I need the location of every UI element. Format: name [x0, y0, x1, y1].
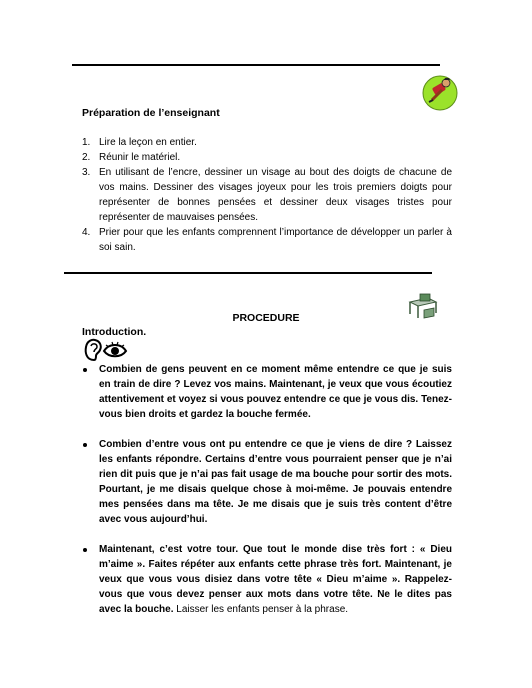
teacher-icon	[420, 72, 460, 112]
list-item: Maintenant, c’est votre tour. Que tout le monde dise très fort : « Dieu m’aime ». Faites répéter aux enfants cette phrase très fort. Maintenant, je veux que vous vous disiez dans votre tête « Dieu m’aime ». Rappelez-vous que vous devez penser aux mots dans votre tête. Ne le dites pas avec la bouche. Laisser les enfants penser à la phrase.	[82, 542, 452, 617]
list-item: 2. Réunir le matériel.	[82, 152, 181, 163]
list-item: 3. En utilisant de l’encre, dessiner un visage au bout des doigts de chacune de vos mains. Dessiner des visages joyeux pour les trois premiers doigts pour représenter de bonnes pensées et dessiner deux visages tristes pour représenter de mauvaises pensées.	[82, 167, 452, 223]
eye-icon	[104, 342, 126, 356]
preparation-title: Préparation de l’enseignant	[82, 107, 220, 119]
procedure-title: PROCEDURE	[232, 312, 300, 324]
list-item: 1. Lire la leçon en entier.	[82, 137, 197, 148]
middle-divider	[64, 272, 432, 274]
list-item: 4. Prier pour que les enfants comprennent l’importance de développer un parler à soi sain.	[82, 227, 452, 253]
introduction-title: Introduction.	[82, 326, 147, 338]
preparation-steps	[82, 135, 452, 255]
procedure-bullets	[82, 362, 452, 632]
list-item: Combien d’entre vous ont pu entendre ce que je viens de dire ? Laissez les enfants répondre. Certains d’entre vous pourraient penser que je n’ai rien dit puis que je n’ai pas fait usage de ma bouche pour sortir des mots. Pourtant, je me disais quelque chose à moi-même. Je pouvais entendre mes pensées dans ma tête. Je me disais que je suis très content d’être avec vous aujourd’hui.	[82, 437, 452, 527]
ear-icon	[86, 340, 101, 360]
ear-eye-icons	[82, 338, 128, 362]
top-divider	[72, 64, 440, 66]
list-item: Combien de gens peuvent en ce moment même entendre ce que je suis en train de dire ? Levez vos mains. Maintenant, je veux que vous écoutiez attentivement et voyez si vous pouvez entendre ce que je vous dis. Tenez-vous bien droits et gardez la bouche fermée.	[82, 362, 452, 422]
